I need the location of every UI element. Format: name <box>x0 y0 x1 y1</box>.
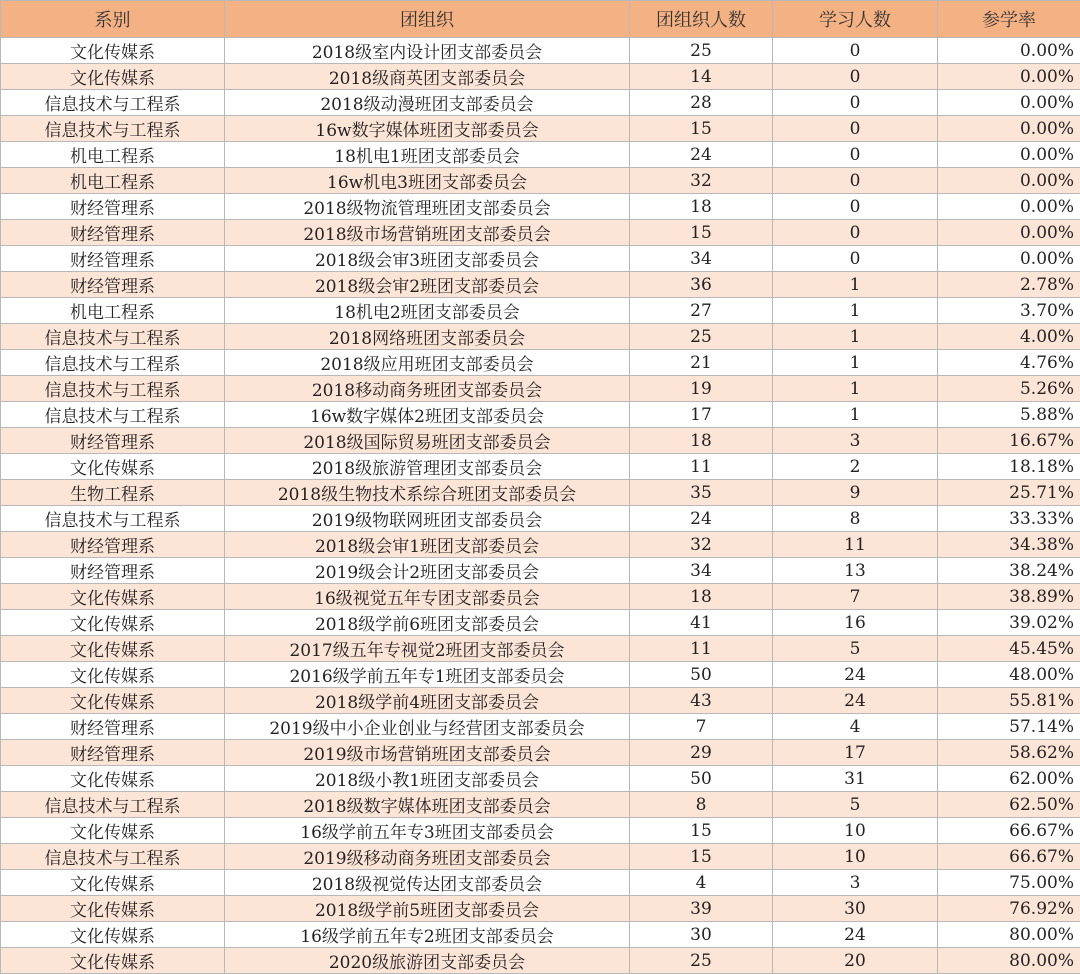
cell-members[interactable]: 34 <box>630 558 773 584</box>
cell-learners[interactable]: 10 <box>773 844 938 870</box>
cell-organization[interactable]: 2018级室内设计团支部委员会 <box>225 38 630 64</box>
cell-members[interactable]: 18 <box>630 584 773 610</box>
cell-members[interactable]: 30 <box>630 922 773 948</box>
table-row <box>1 64 1080 90</box>
cell-organization[interactable]: 2019级物联网班团支部委员会 <box>225 506 630 532</box>
cell-department[interactable]: 文化传媒系 <box>1 610 225 636</box>
cell-learners[interactable]: 0 <box>773 168 938 194</box>
cell-department[interactable]: 文化传媒系 <box>1 870 225 896</box>
cell-learners[interactable]: 31 <box>773 766 938 792</box>
cell-rate[interactable]: 48.00% <box>938 662 1080 688</box>
cell-organization[interactable]: 16级学前五年专3班团支部委员会 <box>225 818 630 844</box>
cell-members[interactable]: 14 <box>630 64 773 90</box>
cell-members[interactable]: 27 <box>630 298 773 324</box>
cell-organization[interactable]: 16级学前五年专2班团支部委员会 <box>225 922 630 948</box>
cell-department[interactable]: 财经管理系 <box>1 428 225 454</box>
cell-department[interactable]: 文化传媒系 <box>1 896 225 922</box>
cell-members[interactable]: 11 <box>630 454 773 480</box>
cell-members[interactable]: 24 <box>630 142 773 168</box>
cell-learners[interactable]: 0 <box>773 116 938 142</box>
cell-department[interactable]: 文化传媒系 <box>1 38 225 64</box>
cell-department[interactable]: 信息技术与工程系 <box>1 506 225 532</box>
cell-department[interactable]: 财经管理系 <box>1 246 225 272</box>
cell-learners[interactable]: 0 <box>773 220 938 246</box>
cell-organization[interactable]: 18机电1班团支部委员会 <box>225 142 630 168</box>
cell-rate[interactable]: 5.26% <box>938 376 1080 402</box>
cell-members[interactable]: 15 <box>630 818 773 844</box>
cell-department[interactable]: 信息技术与工程系 <box>1 792 225 818</box>
cell-members[interactable]: 39 <box>630 896 773 922</box>
cell-rate[interactable]: 0.00% <box>938 38 1080 64</box>
cell-members[interactable]: 24 <box>630 506 773 532</box>
cell-organization[interactable]: 2019级市场营销班团支部委员会 <box>225 740 630 766</box>
cell-members[interactable]: 11 <box>630 636 773 662</box>
cell-learners[interactable]: 3 <box>773 870 938 896</box>
table-row <box>1 688 1080 714</box>
table-row <box>1 922 1080 948</box>
cell-rate[interactable]: 0.00% <box>938 168 1080 194</box>
cell-learners[interactable]: 16 <box>773 610 938 636</box>
cell-members[interactable]: 25 <box>630 38 773 64</box>
cell-department[interactable]: 财经管理系 <box>1 272 225 298</box>
cell-rate[interactable]: 0.00% <box>938 246 1080 272</box>
header-row <box>1 1 1080 38</box>
cell-members[interactable]: 41 <box>630 610 773 636</box>
cell-department[interactable]: 信息技术与工程系 <box>1 90 225 116</box>
cell-department[interactable]: 信息技术与工程系 <box>1 324 225 350</box>
cell-learners[interactable]: 5 <box>773 792 938 818</box>
cell-department[interactable]: 文化传媒系 <box>1 922 225 948</box>
table-row <box>1 402 1080 428</box>
cell-learners[interactable]: 0 <box>773 38 938 64</box>
cell-rate[interactable]: 25.71% <box>938 480 1080 506</box>
table-row <box>1 558 1080 584</box>
cell-members[interactable]: 35 <box>630 480 773 506</box>
cell-rate[interactable]: 38.24% <box>938 558 1080 584</box>
cell-learners[interactable]: 1 <box>773 376 938 402</box>
table-row <box>1 350 1080 376</box>
cell-members[interactable]: 25 <box>630 324 773 350</box>
cell-organization[interactable]: 16w机电3班团支部委员会 <box>225 168 630 194</box>
table-row <box>1 376 1080 402</box>
cell-organization[interactable]: 2018级生物技术系综合班团支部委员会 <box>225 480 630 506</box>
cell-members[interactable]: 36 <box>630 272 773 298</box>
table-row <box>1 766 1080 792</box>
cell-learners[interactable]: 0 <box>773 90 938 116</box>
table-row <box>1 480 1080 506</box>
cell-members[interactable]: 15 <box>630 844 773 870</box>
cell-members[interactable]: 25 <box>630 948 773 974</box>
cell-department[interactable]: 财经管理系 <box>1 740 225 766</box>
cell-rate[interactable]: 18.18% <box>938 454 1080 480</box>
cell-learners[interactable]: 13 <box>773 558 938 584</box>
cell-rate[interactable]: 5.88% <box>938 402 1080 428</box>
cell-members[interactable]: 50 <box>630 662 773 688</box>
cell-department[interactable]: 信息技术与工程系 <box>1 350 225 376</box>
cell-learners[interactable]: 24 <box>773 662 938 688</box>
cell-organization[interactable]: 2018级商英团支部委员会 <box>225 64 630 90</box>
cell-department[interactable]: 信息技术与工程系 <box>1 376 225 402</box>
cell-members[interactable]: 15 <box>630 220 773 246</box>
cell-organization[interactable]: 2017级五年专视觉2班团支部委员会 <box>225 636 630 662</box>
cell-rate[interactable]: 0.00% <box>938 116 1080 142</box>
table-row <box>1 38 1080 64</box>
cell-department[interactable]: 文化传媒系 <box>1 64 225 90</box>
cell-organization[interactable]: 2018级市场营销班团支部委员会 <box>225 220 630 246</box>
cell-rate[interactable]: 75.00% <box>938 870 1080 896</box>
cell-organization[interactable]: 16级视觉五年专团支部委员会 <box>225 584 630 610</box>
table-row <box>1 740 1080 766</box>
table-row <box>1 506 1080 532</box>
column-header-members[interactable]: 团组织人数 <box>630 1 773 38</box>
table-row <box>1 714 1080 740</box>
cell-organization[interactable]: 2018级学前6班团支部委员会 <box>225 610 630 636</box>
cell-learners[interactable]: 11 <box>773 532 938 558</box>
cell-organization[interactable]: 2016级学前五年专1班团支部委员会 <box>225 662 630 688</box>
cell-learners[interactable]: 1 <box>773 402 938 428</box>
cell-learners[interactable]: 17 <box>773 740 938 766</box>
cell-organization[interactable]: 2018网络班团支部委员会 <box>225 324 630 350</box>
cell-department[interactable]: 信息技术与工程系 <box>1 402 225 428</box>
table-row <box>1 792 1080 818</box>
cell-learners[interactable]: 1 <box>773 350 938 376</box>
cell-rate[interactable]: 2.78% <box>938 272 1080 298</box>
table-row <box>1 246 1080 272</box>
column-header-department[interactable]: 系别 <box>1 1 225 38</box>
table-row <box>1 220 1080 246</box>
cell-organization[interactable]: 16w数字媒体2班团支部委员会 <box>225 402 630 428</box>
cell-organization[interactable]: 2018级动漫班团支部委员会 <box>225 90 630 116</box>
cell-organization[interactable]: 2018级物流管理班团支部委员会 <box>225 194 630 220</box>
cell-learners[interactable]: 0 <box>773 64 938 90</box>
table-row <box>1 870 1080 896</box>
cell-rate[interactable]: 0.00% <box>938 64 1080 90</box>
cell-organization[interactable]: 2018级视觉传达团支部委员会 <box>225 870 630 896</box>
cell-organization[interactable]: 2019级会计2班团支部委员会 <box>225 558 630 584</box>
cell-organization[interactable]: 2019级移动商务班团支部委员会 <box>225 844 630 870</box>
cell-rate[interactable]: 80.00% <box>938 948 1080 974</box>
table-row <box>1 428 1080 454</box>
cell-learners[interactable]: 24 <box>773 922 938 948</box>
table-row <box>1 116 1080 142</box>
cell-learners[interactable]: 1 <box>773 324 938 350</box>
cell-rate[interactable]: 39.02% <box>938 610 1080 636</box>
column-header-learners[interactable]: 学习人数 <box>773 1 938 38</box>
cell-members[interactable]: 4 <box>630 870 773 896</box>
cell-department[interactable]: 文化传媒系 <box>1 948 225 974</box>
cell-members[interactable]: 43 <box>630 688 773 714</box>
cell-organization[interactable]: 2020级旅游团支部委员会 <box>225 948 630 974</box>
table-row <box>1 948 1080 974</box>
table-row <box>1 454 1080 480</box>
cell-learners[interactable]: 2 <box>773 454 938 480</box>
cell-rate[interactable]: 16.67% <box>938 428 1080 454</box>
cell-learners[interactable]: 1 <box>773 298 938 324</box>
table-row <box>1 272 1080 298</box>
cell-members[interactable]: 28 <box>630 90 773 116</box>
table-row <box>1 896 1080 922</box>
table-row <box>1 818 1080 844</box>
table-row <box>1 168 1080 194</box>
cell-rate[interactable]: 76.92% <box>938 896 1080 922</box>
cell-learners[interactable]: 7 <box>773 584 938 610</box>
cell-organization[interactable]: 2018级会审2班团支部委员会 <box>225 272 630 298</box>
cell-rate[interactable]: 62.00% <box>938 766 1080 792</box>
cell-department[interactable]: 文化传媒系 <box>1 454 225 480</box>
cell-learners[interactable]: 0 <box>773 194 938 220</box>
cell-rate[interactable]: 4.76% <box>938 350 1080 376</box>
cell-rate[interactable]: 34.38% <box>938 532 1080 558</box>
table-row <box>1 194 1080 220</box>
cell-organization[interactable]: 18机电2班团支部委员会 <box>225 298 630 324</box>
cell-department[interactable]: 财经管理系 <box>1 532 225 558</box>
cell-learners[interactable]: 20 <box>773 948 938 974</box>
cell-learners[interactable]: 0 <box>773 142 938 168</box>
cell-rate[interactable]: 66.67% <box>938 818 1080 844</box>
cell-organization[interactable]: 2018级会审1班团支部委员会 <box>225 532 630 558</box>
cell-organization[interactable]: 2018级学前4班团支部委员会 <box>225 688 630 714</box>
cell-department[interactable]: 财经管理系 <box>1 558 225 584</box>
cell-members[interactable]: 21 <box>630 350 773 376</box>
cell-department[interactable]: 机电工程系 <box>1 298 225 324</box>
cell-rate[interactable]: 57.14% <box>938 714 1080 740</box>
cell-learners[interactable]: 30 <box>773 896 938 922</box>
cell-learners[interactable]: 1 <box>773 272 938 298</box>
cell-department[interactable]: 文化传媒系 <box>1 662 225 688</box>
cell-organization[interactable]: 2018移动商务班团支部委员会 <box>225 376 630 402</box>
cell-rate[interactable]: 62.50% <box>938 792 1080 818</box>
cell-members[interactable]: 7 <box>630 714 773 740</box>
column-header-organization[interactable]: 团组织 <box>225 1 630 38</box>
cell-department[interactable]: 文化传媒系 <box>1 818 225 844</box>
cell-department[interactable]: 文化传媒系 <box>1 636 225 662</box>
cell-organization[interactable]: 2018级旅游管理团支部委员会 <box>225 454 630 480</box>
cell-organization[interactable]: 2018级数字媒体班团支部委员会 <box>225 792 630 818</box>
cell-learners[interactable]: 4 <box>773 714 938 740</box>
table-row <box>1 844 1080 870</box>
cell-organization[interactable]: 2018级国际贸易班团支部委员会 <box>225 428 630 454</box>
cell-rate[interactable]: 80.00% <box>938 922 1080 948</box>
cell-learners[interactable]: 10 <box>773 818 938 844</box>
cell-department[interactable]: 机电工程系 <box>1 168 225 194</box>
table-row <box>1 324 1080 350</box>
cell-members[interactable]: 17 <box>630 402 773 428</box>
cell-rate[interactable]: 0.00% <box>938 220 1080 246</box>
cell-rate[interactable]: 0.00% <box>938 194 1080 220</box>
column-header-rate[interactable]: 参学率 <box>938 1 1080 38</box>
cell-department[interactable]: 文化传媒系 <box>1 688 225 714</box>
table-row <box>1 142 1080 168</box>
cell-members[interactable]: 18 <box>630 194 773 220</box>
cell-rate[interactable]: 45.45% <box>938 636 1080 662</box>
cell-learners[interactable]: 3 <box>773 428 938 454</box>
cell-learners[interactable]: 9 <box>773 480 938 506</box>
cell-rate[interactable]: 33.33% <box>938 506 1080 532</box>
cell-organization[interactable]: 2018级小教1班团支部委员会 <box>225 766 630 792</box>
cell-members[interactable]: 32 <box>630 532 773 558</box>
table-row <box>1 90 1080 116</box>
table-row <box>1 636 1080 662</box>
cell-members[interactable]: 50 <box>630 766 773 792</box>
cell-department[interactable]: 财经管理系 <box>1 194 225 220</box>
table-body <box>1 38 1080 974</box>
cell-organization[interactable]: 2019级中小企业创业与经营团支部委员会 <box>225 714 630 740</box>
cell-organization[interactable]: 2018级学前5班团支部委员会 <box>225 896 630 922</box>
cell-learners[interactable]: 8 <box>773 506 938 532</box>
cell-learners[interactable]: 24 <box>773 688 938 714</box>
cell-organization[interactable]: 2018级应用班团支部委员会 <box>225 350 630 376</box>
cell-department[interactable]: 机电工程系 <box>1 142 225 168</box>
table-row <box>1 610 1080 636</box>
cell-department[interactable]: 信息技术与工程系 <box>1 844 225 870</box>
cell-department[interactable]: 文化传媒系 <box>1 584 225 610</box>
table-row <box>1 584 1080 610</box>
cell-members[interactable]: 32 <box>630 168 773 194</box>
cell-organization[interactable]: 2018级会审3班团支部委员会 <box>225 246 630 272</box>
table-row <box>1 298 1080 324</box>
cell-rate[interactable]: 58.62% <box>938 740 1080 766</box>
cell-members[interactable]: 15 <box>630 116 773 142</box>
cell-rate[interactable]: 4.00% <box>938 324 1080 350</box>
cell-members[interactable]: 29 <box>630 740 773 766</box>
cell-rate[interactable]: 66.67% <box>938 844 1080 870</box>
cell-learners[interactable]: 5 <box>773 636 938 662</box>
table-row <box>1 662 1080 688</box>
cell-department[interactable]: 信息技术与工程系 <box>1 116 225 142</box>
cell-department[interactable]: 生物工程系 <box>1 480 225 506</box>
cell-organization[interactable]: 16w数字媒体班团支部委员会 <box>225 116 630 142</box>
cell-department[interactable]: 文化传媒系 <box>1 766 225 792</box>
cell-members[interactable]: 19 <box>630 376 773 402</box>
cell-rate[interactable]: 0.00% <box>938 142 1080 168</box>
table-row <box>1 532 1080 558</box>
cell-department[interactable]: 财经管理系 <box>1 714 225 740</box>
cell-rate[interactable]: 38.89% <box>938 584 1080 610</box>
cell-rate[interactable]: 0.00% <box>938 90 1080 116</box>
cell-rate[interactable]: 3.70% <box>938 298 1080 324</box>
cell-members[interactable]: 8 <box>630 792 773 818</box>
cell-department[interactable]: 财经管理系 <box>1 220 225 246</box>
cell-rate[interactable]: 55.81% <box>938 688 1080 714</box>
cell-members[interactable]: 18 <box>630 428 773 454</box>
cell-members[interactable]: 34 <box>630 246 773 272</box>
cell-learners[interactable]: 0 <box>773 246 938 272</box>
